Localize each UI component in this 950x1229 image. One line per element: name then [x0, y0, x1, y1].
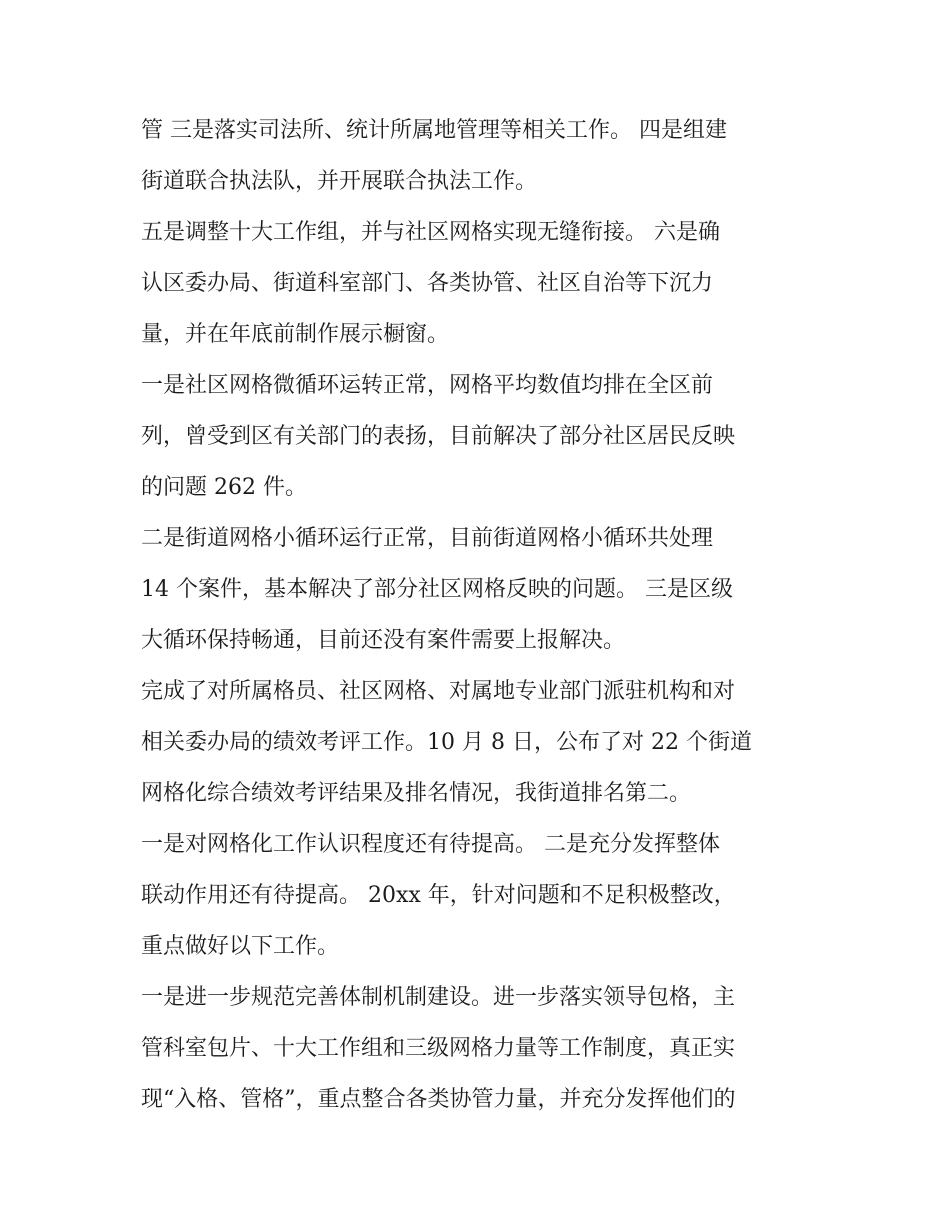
text-line: 街道联合执法队，并开展联合执法工作。: [141, 169, 538, 194]
text-line: 管科室包片、十大工作组和三级网格力量等工作制度，真正实: [141, 1036, 736, 1061]
text-line: 网格化综合绩效考评结果及排名情况，我街道排名第二。: [141, 781, 692, 806]
text-line: 列，曾受到区有关部门的表扬，目前解决了部分社区居民反映: [141, 424, 736, 449]
text-line: 五是调整十大工作组，并与社区网格实现无缝衔接。 六是确: [141, 220, 720, 245]
document-body: [141, 105, 821, 1125]
text-line: 联动作用还有待提高。 20xx 年，针对问题和不足积极整改，: [141, 883, 736, 908]
text-line: 大循环保持畅通，目前还没有案件需要上报解决。: [141, 628, 626, 653]
text-line: 重点做好以下工作。: [141, 934, 340, 959]
text-line: 一是对网格化工作认识程度还有待提高。 二是充分发挥整体: [141, 832, 720, 857]
text-line: 14 个案件，基本解决了部分社区网格反映的问题。 三是区级: [141, 577, 733, 602]
text-line: 完成了对所属格员、社区网格、对属地专业部门派驻机构和对: [141, 679, 736, 704]
text-line: 现“入格、管格”，重点整合各类协管力量，并充分发挥他们的: [141, 1087, 736, 1112]
text-line: 相关委办局的绩效考评工作。10 月 8 日，公布了对 22 个街道: [141, 730, 752, 755]
text-line: 一是社区网格微循环运转正常，网格平均数值均排在全区前: [141, 373, 714, 398]
text-line: 量，并在年底前制作展示橱窗。: [141, 322, 450, 347]
text-line: 的问题 262 件。: [141, 475, 307, 500]
text-line: 认区委办局、街道科室部门、各类协管、社区自治等下沉力: [141, 271, 714, 296]
text-line: 二是街道网格小循环运行正常，目前街道网格小循环共处理: [141, 526, 714, 551]
text-line: 管 三是落实司法所、统计所属地管理等相关工作。 四是组建: [141, 118, 727, 143]
text-line: 一是进一步规范完善体制机制建设。进一步落实领导包格，主: [141, 985, 736, 1010]
